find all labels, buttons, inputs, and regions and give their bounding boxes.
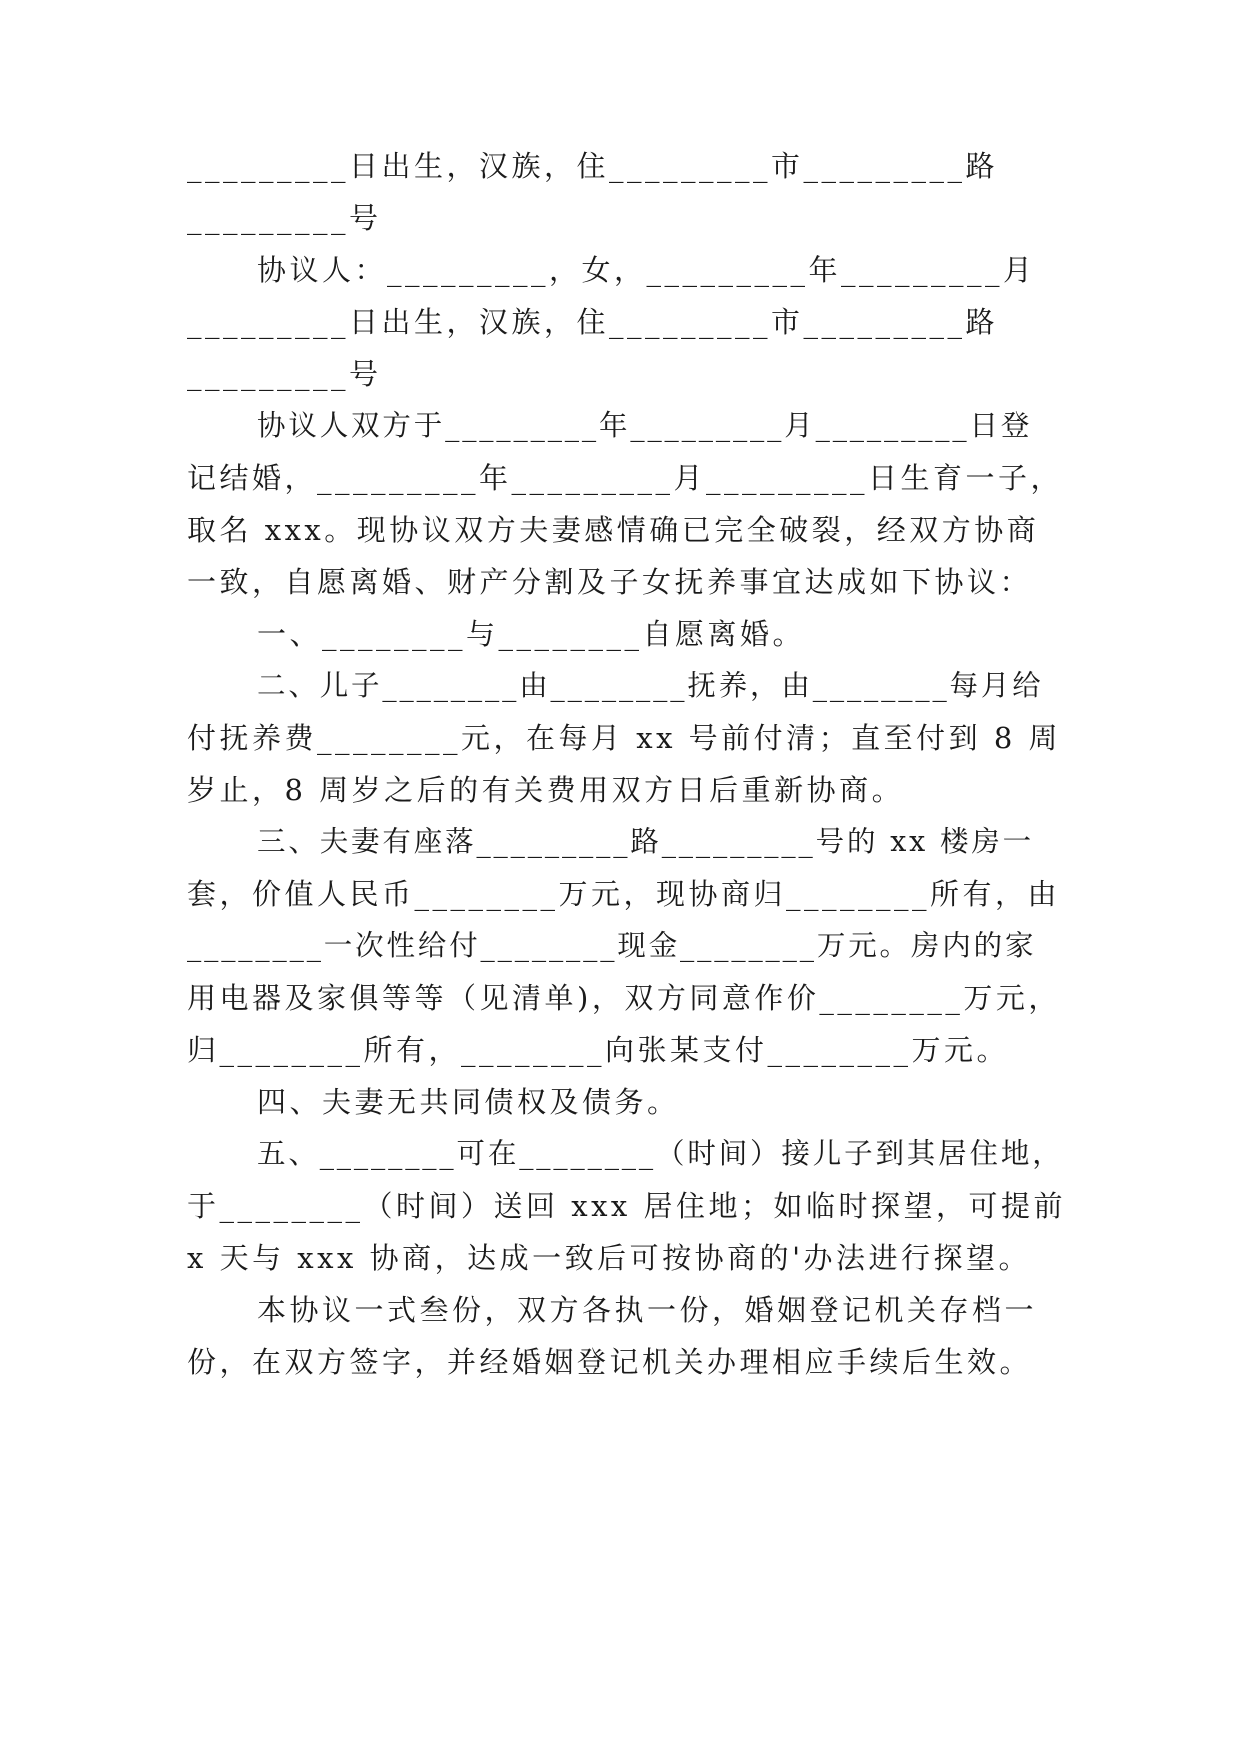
text-line: 套，价值人民币________万元，现协商归________所有，由 [187, 877, 1061, 911]
text-line: ________一次性给付________现金________万元。房内的家 [187, 929, 1037, 962]
paragraph-start: 本协议一式叁份，双方各执一份，婚姻登记机关存档一 [257, 1293, 1038, 1327]
text-line: 用电器及家俱等等（见清单)，双方同意作价________万元， [187, 981, 1061, 1015]
text-line: _________号 [187, 201, 382, 235]
paragraph-start: 四、夫妻无共同债权及债务。 [257, 1085, 680, 1119]
text-line: _________号 [187, 357, 382, 391]
paragraph-start: 三、夫妻有座落_________路_________号的 xx 楼房一 [257, 825, 1035, 858]
text-line: 岁止，8 周岁之后的有关费用双方日后重新协商。 [187, 773, 905, 807]
text-line: 记结婚，_________年_________月_________日生育一子， [187, 461, 1064, 495]
text-line: 一致，自愿离婚、财产分割及子女抚养事宜达成如下协议： [187, 565, 1033, 599]
paragraph-start: 五、________可在________（时间）接儿子到其居住地， [257, 1137, 1064, 1170]
paragraph-start: 协议人：_________，女，_________年_________月 [257, 253, 1036, 287]
text-line: 归________所有，________向张某支付________万元。 [187, 1033, 1010, 1067]
text-line: _________日出生，汉族，住_________市_________路 [187, 305, 999, 339]
text-line: 付抚养费________元，在每月 xx 号前付清；直至付到 8 周 [187, 721, 1062, 755]
text-line: _________日出生，汉族，住_________市_________路 [187, 149, 999, 183]
paragraph-start: 协议人双方于_________年_________月_________日登 [257, 409, 1033, 442]
text-line: 于________（时间）送回 xxx 居住地；如临时探望，可提前 [187, 1189, 1067, 1223]
text-line: 份，在双方签字，并经婚姻登记机关办理相应手续后生效。 [187, 1345, 1033, 1379]
paragraph-start: 二、儿子________由________抚养，由________每月给 [257, 669, 1044, 702]
text-line: 取名 xxx。现协议双方夫妻感情确已完全破裂，经双方协商 [187, 513, 1040, 547]
paragraph-start: 一、________与________自愿离婚。 [257, 617, 806, 651]
text-line: x 天与 xxx 协商，达成一致后可按协商的'办法进行探望。 [187, 1241, 1032, 1275]
